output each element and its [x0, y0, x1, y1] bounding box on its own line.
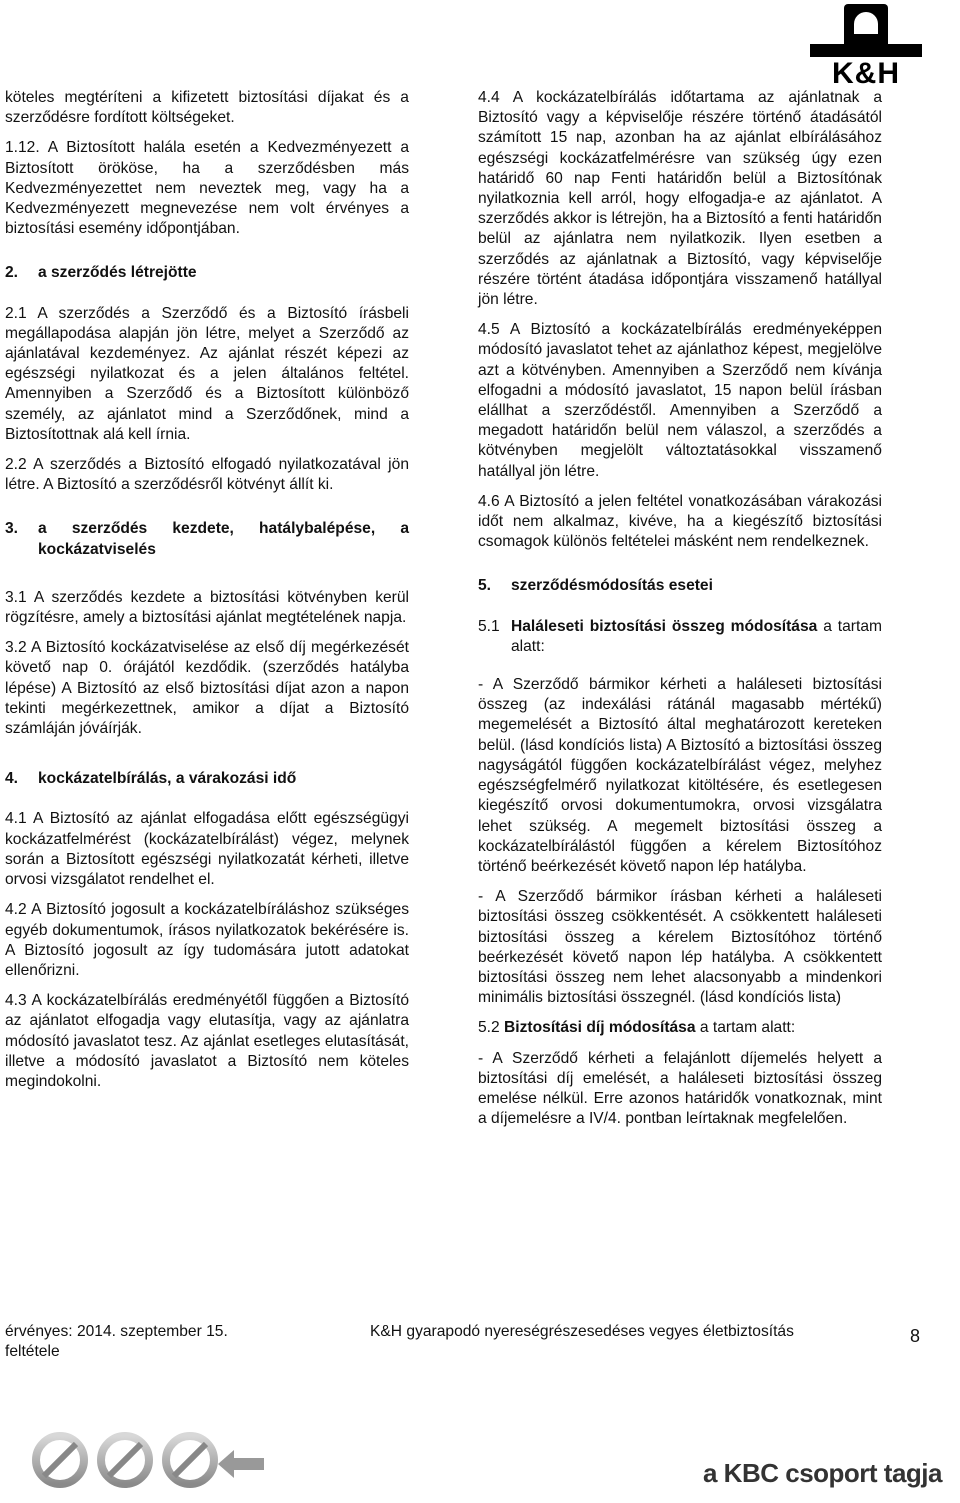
- footer-title: K&H gyarapodó nyereségrészesedéses vegyes életbiztosítás: [370, 1323, 794, 1340]
- section-heading-4: [5, 769, 409, 789]
- subsection-number: 5.1: [478, 617, 500, 635]
- decorative-signs-icon: [30, 1428, 270, 1498]
- section-number: 2.: [5, 264, 19, 282]
- footer-title-continuation: feltétele: [5, 1343, 60, 1360]
- section-title: kockázatelbírálás, a várakozási idő: [38, 770, 297, 788]
- logo-tower-mark: [844, 4, 888, 44]
- subsection-5-1-heading: [478, 617, 882, 657]
- section-heading-5: [478, 576, 882, 596]
- footer-date: érvényes: 2014. szeptember 15.: [5, 1323, 228, 1340]
- subsection-suffix: a tartam alatt:: [511, 617, 882, 655]
- subsection-title: Haláleseti biztosítási összeg módosítása: [511, 617, 818, 635]
- section-number: 3.: [5, 520, 19, 538]
- paragraph-3-2: 3.2 A Biztosító kockázatviselése az első díj megérkezését követő nap 0. órájától kezdődik. (szerződés hatályba lépése) A Biztosító az első biztosítási díjat azon a napon tekinti megérkezettnek, amikor a díjat a Biztosító számláján jóváírják.: [5, 639, 409, 738]
- footer-validity: [5, 1322, 335, 1362]
- kbc-group-tagline: a KBC csoport tagja: [703, 1458, 942, 1488]
- paragraph-2-1: 2.1 A szerződés a Szerződő és a Biztosító írásbeli megállapodása alapján jön létre, melyet a Szerződő az ajánlatával kezdeményez. Az ajánlat részét képezi az egészségi nyilatkozat és a jelen általános feltétel. Amennyiben a Szerződő és a Biztosított különböző személy, az ajánlatot mind a Szerződőnek, mind a Biztosítottnak alá kell írnia.: [5, 304, 409, 443]
- kh-logo: [810, 4, 922, 90]
- page-number: 8: [910, 1326, 921, 1346]
- logo-wordmark: K&H: [832, 57, 900, 90]
- paragraph-4-1: 4.1 A Biztosító az ajánlat elfogadása előtt egészségügyi kockázatfelmérést (kockázatelbírálást) végez, melynek során a Biztosított egészségi nyilatkozatát kérheti, illetve orvosi vizsgálatot rendelhet el.: [5, 810, 409, 889]
- paragraph-5-1-b: - A Szerződő bármikor írásban kérheti a haláleseti biztosítási összeg csökkentését. A csökkentett haláleseti biztosítási összeg a kérelem Biztosítóhoz történő beérkezését követő napon lép hatályba. A csökkentett biztosítási összeg nem lehet alacsonyabb a mindenkori minimális biztosítási összegnél. (lásd kondíciós lista): [478, 888, 882, 1007]
- paragraph-5-2-a: - A Szerződő kérheti a felajánlott díjemelés helyett a biztosítási díj emelését, a haláleseti biztosítási összeg emelése nélkül. Erre azonos határidők vonatkoznak, mint a díjemelésre a IV/4. pontban leírtaknak megfelelően.: [478, 1049, 882, 1128]
- paragraph-3-1: 3.1 A szerződés kezdete a biztosítási kötvényben kerül rögzítésre, amely a biztosítási ajánlat megtételének napja.: [5, 588, 409, 627]
- subsection-suffix: a tartam alatt:: [695, 1019, 796, 1037]
- section-title: a szerződés kezdete, hatálybalépése, a kockázatviselés: [38, 520, 409, 558]
- subsection-number: 5.2: [478, 1019, 500, 1037]
- paragraph-4-6: 4.6 A Biztosító a jelen feltétel vonatkozásában várakozási időt nem alkalmaz, kivéve, ha a kiegészítő biztosítási csomagok különös feltételei másként nem rendelkeznek.: [478, 492, 882, 551]
- bottom-banner: [0, 1420, 960, 1503]
- paragraph-5-1-a: - A Szerződő bármikor kérheti a haláleseti biztosítási összeg (az indexálási rátánál magasabb mértékű) megemelését a Biztosító által meghatározott kereteken belül. (lásd kondíciós lista) A Biztosító a biztosítási összeg nagyságától függően kockázatelbírálást végez, melyhez egészségfelmérő nyilatkozat kitöltésére, és esetlegesen kiegészítő orvosi dokumentumokra, orvosi vizsgálatra lehet szükség. A megemelt biztosítási összeg a kockázatelbírálástól függően a kérelem Biztosítóhoz történő beérkezését követő napon lép hatályba.: [478, 676, 882, 875]
- subsection-5-2-heading: [478, 1018, 882, 1038]
- paragraph-1-12: 1.12. A Biztosított halála esetén a Kedvezményezett a Biztosított örököse, ha a szerződésben más Kedvezményezettet nem neveztek meg, vagy ha a Kedvezményezett megnevezése nem volt érvényes a biztosítási esemény időpontjában.: [5, 139, 409, 238]
- logo-band: [810, 44, 922, 57]
- paragraph-2-2: 2.2 A szerződés a Biztosító elfogadó nyilatkozatával jön létre. A Biztosító a szerződésről kötvényt állít ki.: [5, 456, 409, 494]
- section-heading-3: [5, 519, 409, 559]
- paragraph-4-3: 4.3 A kockázatelbírálás eredményétől függően a Biztosító az ajánlatot elfogadja vagy elutasítja, vagy az ajánlatra módosító javaslatot tesz. Az ajánlat esetleges elutasítását, illetve a módosító javaslatot a Biztosító nem köteles megindokolni.: [5, 992, 409, 1090]
- paragraph-4-4: 4.4 A kockázatelbírálás időtartama az ajánlatnak a Biztosító vagy a képviselője részére történő átadásától számított 15 nap, azonban ha az ajánlat elbírálásához egészségi kockázatfelmérésre van szükség úgy ezen határidő 60 nap Fenti határidőn belül a Biztosítónak nyilatkoznia kell arról, hogy elfogadja-e az ajánlatot. A szerződés akkor is létrejön, ha a Biztosító a fenti határidőn belül az ajánlatra nem nyilatkozik. Ilyen esetben a szerződés az ajánlatnak a Biztosító, vagy képviselője részére történt átadása időpontjára visszamenő hatállyal jön létre.: [478, 89, 882, 309]
- section-number: 5.: [478, 577, 492, 595]
- paragraph-4-2: 4.2 A Biztosító jogosult a kockázatelbíráláshoz szükséges egyéb dokumentumok, írásos nyilatkozatok bekérésére is. A Biztosító jogosult az így tudomására jutott adatokat ellenőrizni.: [5, 901, 409, 979]
- section-title: a szerződés létrejötte: [38, 264, 197, 282]
- section-heading-2: [5, 263, 409, 283]
- left-column: [5, 88, 409, 1102]
- intro-paragraph: köteles megtéríteni a kifizetett biztosítási díjakat és a szerződésre fordított költségeket.: [5, 89, 409, 127]
- right-column: [478, 88, 882, 1139]
- section-title: szerződésmódosítás esetei: [511, 577, 713, 595]
- subsection-title: Biztosítási díj módosítása: [504, 1019, 696, 1037]
- paragraph-4-5: 4.5 A Biztosító a kockázatelbírálás eredményeképpen módosító javaslatot tehet az ajánlathoz képest, megjelölve azt a kötvényben. Amennyiben a Szerződő nem kívánja elfogadni a módosító javaslatot, 15 napon belül írásban elállhat a szerződéstől. Amennyiben a Szerződő a megadott határidőn belül nem válaszol, a szerződés a kötvényben megjelölt változtatásokkal visszamenő hatállyal jön létre.: [478, 321, 882, 480]
- section-number: 4.: [5, 770, 19, 788]
